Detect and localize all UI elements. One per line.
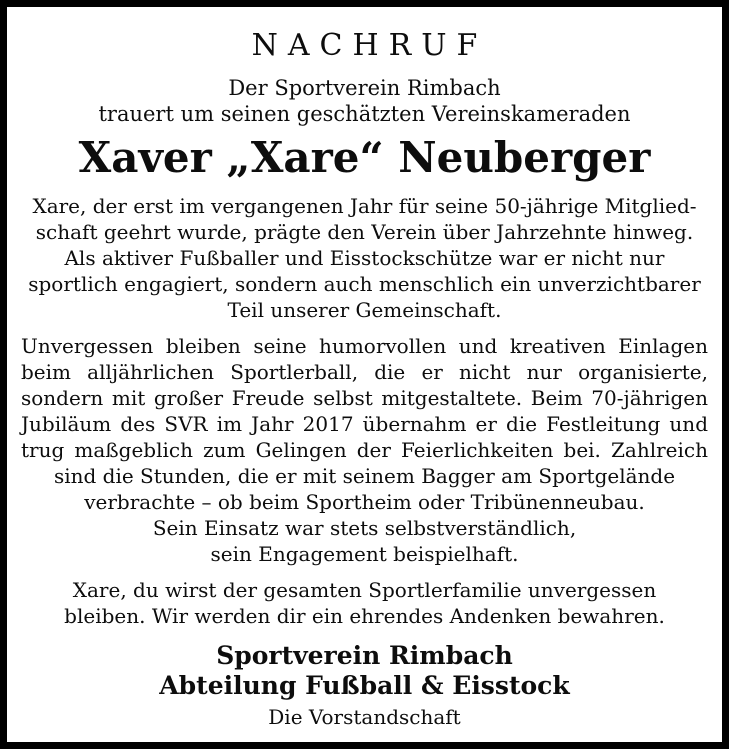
paragraph1-line: Teil unserer Gemeinschaft. [227,298,502,322]
paragraph-contributions [21,333,708,567]
subheading-line: Der Sportverein Rimbach [228,76,501,100]
signature-block [21,641,708,731]
deceased-name: Xaver „Xare“ Neuberger [78,133,651,182]
paragraph2-line: Jubiläum des SVR im Jahr 2017 übernahm er die Festleitung und [21,412,708,436]
signature-department: Abteilung Fußball & Eisstock [159,671,570,700]
paragraph1-line: Xare, der erst im vergangenen Jahr für seine 50-jährige Mitglied- [32,194,697,218]
paragraph2-line: verbrachte – ob beim Sportheim oder Tribünenneubau. [84,490,645,514]
paragraph2-line: sondern mit großer Freude selbst mitgestaltete. Beim 70-jährigen [21,386,708,410]
paragraph2-line: Sein Einsatz war stets selbstverständlich, [152,516,577,540]
paragraph2-line: Unvergessen bleiben seine humorvollen und kreativen Einlagen [21,334,708,358]
notice-subheading [21,75,708,127]
paragraph3-line: bleiben. Wir werden dir ein ehrendes Andenken bewahren. [64,604,665,628]
paragraph2-line: trug maßgeblich zum Gelingen der Feierlichkeiten bei. Zahlreich [21,438,708,462]
signature-club-name: Sportverein Rimbach [216,641,513,670]
paragraph1-line: schaft geehrt wurde, prägte den Verein über Jahrzehnte hinweg. [35,220,694,244]
paragraph-membership [21,193,708,323]
paragraph3-line: Xare, du wirst der gesamten Sportlerfamilie unvergessen [72,578,657,602]
paragraph1-line: sportlich engagiert, sondern auch menschlich ein unverzichtbarer [28,272,701,296]
signature-board: Die Vorstandschaft [268,705,461,729]
paragraph1-line: Als aktiver Fußballer und Eisstockschütze war er nicht nur [64,246,665,270]
notice-heading: NACHRUF [251,28,488,63]
paragraph2-line: sind die Stunden, die er mit seinem Bagger am Sportgelände [53,464,676,488]
paragraph2-line: beim alljährlichen Sportlerball, die er nicht nur organisierte, [21,360,708,384]
subheading-line: trauert um seinen geschätzten Vereinskameraden [98,102,631,126]
paragraph-farewell [21,577,708,629]
paragraph2-line: sein Engagement beispielhaft. [210,542,519,566]
